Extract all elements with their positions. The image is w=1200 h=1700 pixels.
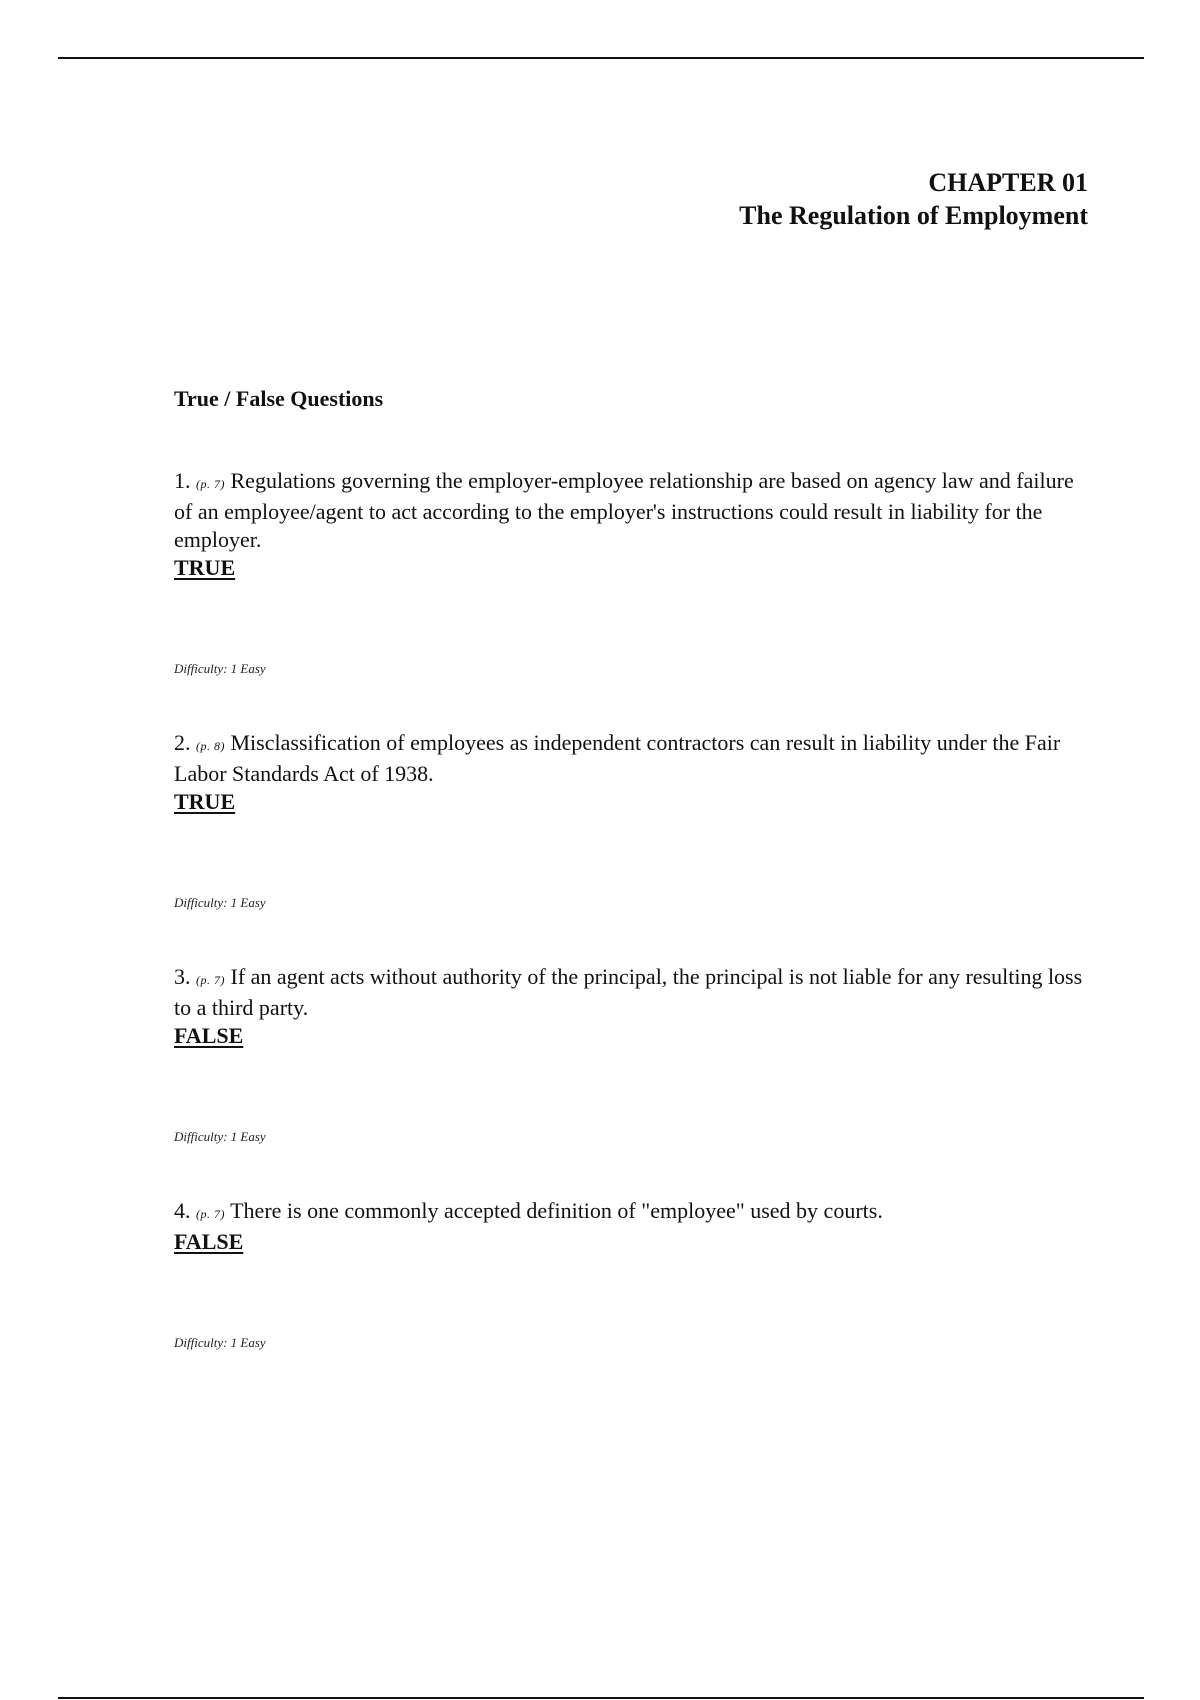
question-text [174,1197,1094,1228]
question-number: 1. [174,468,191,493]
question-text [174,963,1094,1022]
page-reference: (p. 7) [196,477,225,491]
question-3 [174,963,1094,1050]
answer-label: FALSE [174,1229,244,1254]
question-number: 4. [174,1198,191,1223]
chapter-heading [739,166,1088,232]
question-text [174,467,1094,554]
question-text [174,729,1094,788]
answer-label: TRUE [174,555,236,580]
question-2 [174,729,1094,816]
question-number: 2. [174,730,191,755]
chapter-title: The Regulation of Employment [739,201,1088,230]
page-reference: (p. 8) [196,739,225,753]
answer-label: TRUE [174,789,236,814]
page-reference: (p. 7) [196,973,225,987]
bottom-rule [58,1697,1144,1699]
question-1 [174,467,1094,582]
question-number: 3. [174,964,191,989]
answer-label: FALSE [174,1023,244,1048]
page-reference: (p. 7) [196,1207,225,1221]
question-statement: Regulations governing the employer-employee relationship are based on agency law and failure of an employee/agent to act according to the employer's instructions could result in liability for the employer. [174,468,1074,552]
question-statement: There is one commonly accepted definition of "employee" used by courts. [230,1198,883,1223]
chapter-number: CHAPTER 01 [928,168,1088,197]
difficulty-label: Difficulty: 1 Easy [174,661,266,676]
top-rule [58,57,1144,59]
question-statement: Misclassification of employees as independent contractors can result in liability under the Fair Labor Standards Act of 1938. [174,730,1061,786]
question-4 [174,1197,1094,1256]
difficulty-label: Difficulty: 1 Easy [174,1335,266,1350]
section-title: True / False Questions [174,386,384,411]
difficulty-label: Difficulty: 1 Easy [174,895,266,910]
difficulty-label: Difficulty: 1 Easy [174,1129,266,1144]
question-statement: If an agent acts without authority of the principal, the principal is not liable for any resulting loss to a third party. [174,964,1083,1020]
